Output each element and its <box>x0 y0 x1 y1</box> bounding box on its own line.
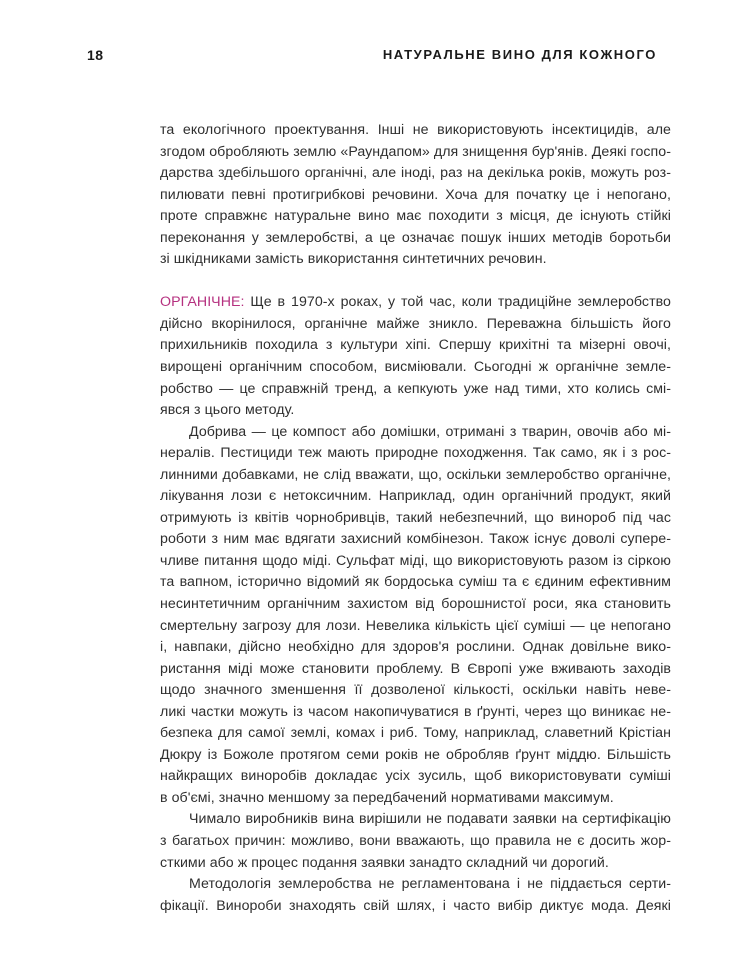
text-line: смертельну загрозу для лози. Невелика кількість цієї суміші — це непогано <box>160 617 671 634</box>
paragraph <box>160 422 671 810</box>
text-line: пилювати певні протигрибкові речовини. Хоча для початку це і непогано, <box>160 186 671 203</box>
text-line: з багатьох причин: можливо, вони вважають, що правила не є досить жор- <box>160 833 671 849</box>
paragraph <box>160 874 671 917</box>
text-line: фікації. Винороби знаходять свій шлях, і часто вибір диктує мода. Деякі <box>160 897 671 914</box>
text-line: дарства здебільшого органічні, але іноді, раз на декілька років, можуть роз- <box>160 165 671 182</box>
text-line: сткими або ж процес подання заявки занадто складний чи дорогий. <box>160 854 609 871</box>
text-line: безпека для самої землі, комах і риб. Тому, наприклад, славетний Крістіан <box>160 725 671 742</box>
text-line: линними добавками, не слід вважати, що, оскільки землеробство органічне, <box>160 466 671 483</box>
text-line: вирощені органічним способом, висміювали. Сьогодні ж органічне земле- <box>160 358 671 375</box>
text-line: ристання міді може становити проблему. В Європі уже вживають заходів <box>160 660 671 677</box>
paragraph <box>160 120 671 271</box>
text-line: та екологічного проектування. Інші не використовують інсектицидів, але <box>160 122 671 138</box>
text-line: згодом обробляють землю «Раундапом» для знищення бур'янів. Деякі госпо- <box>160 143 671 160</box>
text-line: і, навпаки, дійсно необхідно для здоров'я рослини. Однак довільне вико- <box>160 639 671 656</box>
text-line: отримують із квітів чорнобривців, такий небезпечний, що винороб під час <box>160 509 671 526</box>
text-line: та вапном, історично відомий як бордоська суміш та є єдиним ефективним <box>160 574 671 591</box>
text-line: прихильників походила з культури хіпі. Спершу крихітні та мізерні овочі, <box>160 337 671 354</box>
text-line <box>160 292 671 314</box>
text-line: Методологія землеробства не регламентована і не піддається серти- <box>189 876 671 893</box>
page-number: 18 <box>87 47 104 63</box>
text-line: чливе питання щодо міді. Сульфат міді, що використовують разом із сіркою <box>160 552 671 569</box>
text-line: робство — це справжній тренд, а кепкують уже над тими, хто колись смі- <box>160 380 671 397</box>
text-line: найкращих виноробів докладає усіх зусиль, щоб використовувати суміші <box>160 768 671 785</box>
paragraph <box>160 292 671 421</box>
text-line: роботи з ним має вдягати захисний комбінезон. Також існує доволі супере- <box>160 531 671 548</box>
text-line: Дюкру із Божоле протягом семи років не обробляв ґрунт міддю. Більшість <box>160 746 671 763</box>
text-line: переконання у землеробстві, а це означає пошук інших методів боротьби <box>160 229 671 246</box>
text-line: нералів. Пестициди теж мають природне походження. Так само, як і з рос- <box>160 445 671 462</box>
text-line: Добрива — це компост або домішки, отримані з тварин, овочів або мі- <box>189 423 671 440</box>
section-keyword: ОРГАНІЧНЕ: <box>160 294 245 311</box>
running-header-title: НАТУРАЛЬНЕ ВИНО ДЛЯ КОЖНОГО <box>382 47 657 62</box>
text-line: несинтетичним органічним захистом від борошнистої роси, яка становить <box>160 595 671 612</box>
text-line: в об'ємі, значно меншому за передбачений нормативами максимум. <box>160 789 614 806</box>
text-line: зі шкідниками замість використання синтетичних речовин. <box>160 251 547 268</box>
text-line: явся з цього методу. <box>160 402 295 419</box>
paragraph-gap <box>160 271 671 293</box>
text-line: Чимало виробників вина вирішили не подавати заявки на сертифікацію <box>189 811 671 828</box>
text-line: лікування лози є нетоксичним. Наприклад, один органічний продукт, який <box>160 488 671 505</box>
text-line: проте справжнє натуральне вино має походити з місця, де існують стійкі <box>160 208 671 225</box>
text-line: дійсно вкорінилося, органічне майже зникло. Переважна більшість його <box>160 315 671 332</box>
text-line: щодо значного зменшення її дозволеної кількості, оскільки навіть неве- <box>160 682 671 699</box>
text-line: ликі частки можуть із часом накопичуватися в ґрунті, через що виникає не- <box>160 703 671 720</box>
body-text <box>160 120 671 917</box>
paragraph <box>160 809 671 874</box>
text-line-rest: Ще в 1970-х роках, у той час, коли традиційне землеробство <box>244 294 671 311</box>
